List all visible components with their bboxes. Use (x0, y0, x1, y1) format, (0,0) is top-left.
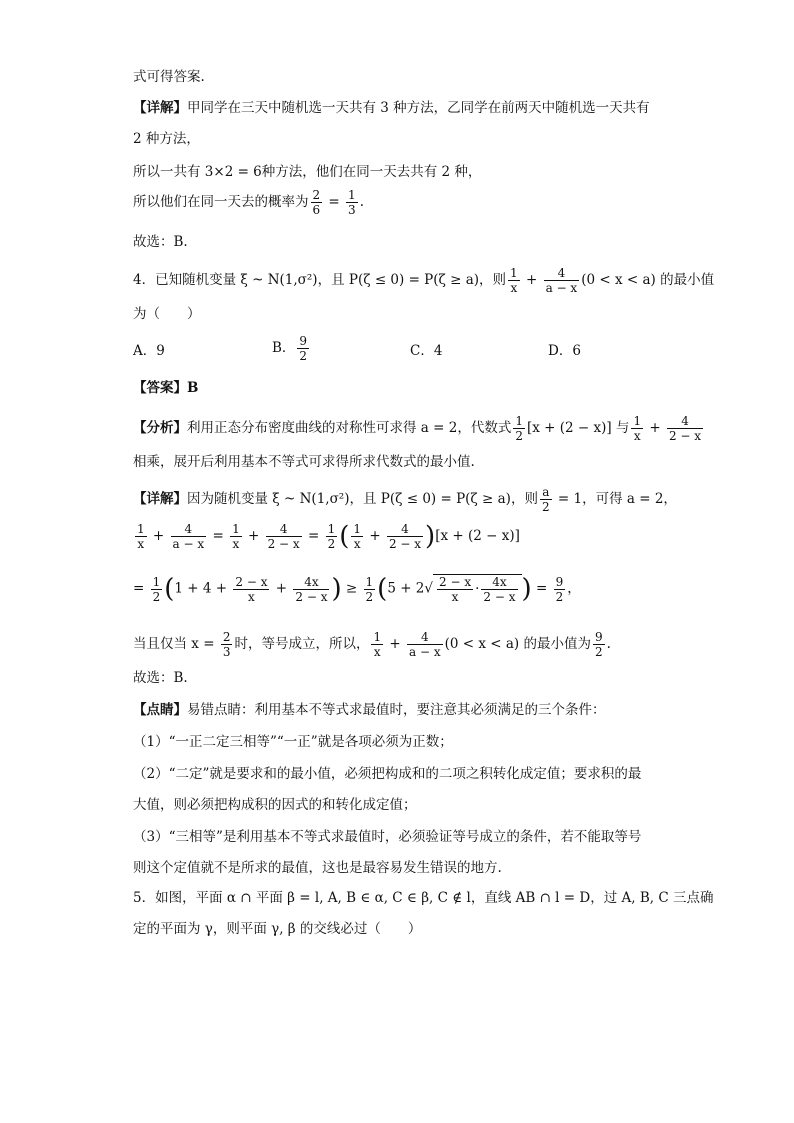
period: . (359, 194, 364, 210)
text-span: [x + (2 − x)] 与 (526, 420, 630, 436)
option-d: D．6 (548, 343, 581, 359)
text-span: 因为随机变量 ξ ~ N(1,σ²)，且 P(ζ ≤ 0) = P(ζ ≥ a)，则 (187, 491, 538, 507)
question-5-stem-a: 5．如图，平面 α ∩ 平面 β = l, A, B ∈ α, C ∈ β, C ∉ l，直线 AB ∩ l = D，过 A, B, C 三点确 (133, 890, 714, 906)
text-span: 易错点睛：利用基本不等式求最值时，要注意其必须满足的三个条件： (187, 702, 606, 718)
sqrt-radicand: $\frac{2 - x}{x}$ · $\frac{4x}{2 - x}$ (433, 574, 521, 604)
analysis-tag: 【分析】 (133, 420, 187, 436)
text-line: 为（ ） (133, 306, 201, 322)
equation-line-2: = $\frac{1}{2}$ (1 + 4 + $\frac{2 - x}{x}$ + $\frac{4x}{2 - x}$ ) ≥ $\frac{1}{2}$ (5 + 2√ $\frac{2 - x}{x}$ · $\frac{4x}{2 - x}$ ) = $\frac{9}{2}$ ， (133, 574, 581, 604)
detail-tag: 【详解】 (133, 100, 187, 116)
text-line: 故选：B. (133, 670, 188, 686)
plus-sign: + (645, 420, 665, 436)
fraction: $\frac{9}{2}$ (299, 334, 308, 363)
text-line: 相乘，展开后利用基本不等式可求得所求代数式的最小值. (133, 454, 475, 470)
sqrt-sign: √ (424, 580, 434, 597)
text-line: 2 种方法， (133, 131, 200, 147)
text-span: [x + (2 − x)] (435, 528, 520, 544)
text-span: (0 < x < a) 的最小值 (581, 272, 715, 288)
text-span: 甲同学在三天中随机选一天共有 3 种方法，乙同学在前两天中随机选一天共有 (187, 100, 650, 116)
fraction: $\frac{4}{2 - x}$ (668, 414, 702, 443)
answer-line: 【答案】B (133, 380, 199, 396)
fraction: $\frac{1}{2}$ (515, 414, 523, 443)
tip-item-2a: （2）“二定”就是要求和的最小值，必须把构成和的二项之积转化成定值；要求积的最 (133, 766, 642, 782)
detail-line (133, 485, 677, 514)
equals-sign: = (324, 194, 345, 210)
tip-item-2b: 大值，则必须把构成积的因式的和转化成定值； (133, 797, 417, 813)
tip-item-3b: 则这个定值就不是所求的最值，这也是最容易发生错误的地方. (133, 860, 502, 876)
question-4-stem (133, 266, 714, 295)
text-span: 所以他们在同一天去的概率为 (133, 194, 309, 210)
fraction: $\frac{1}{x}$ (510, 266, 518, 295)
tip-item-1: （1）“一正二定三相等”“一正”就是各项必须为正数； (133, 734, 453, 750)
plus-sign: + (521, 272, 542, 288)
text-line: 所以一共有 3×2 = 6种方法，他们在同一天去共有 2 种， (133, 164, 482, 180)
equality-condition-line: 当且仅当 x = $\frac{2}{3}$ 时，等号成立，所以， $\frac{1}{x}$ + $\frac{4}{a - x}$ (0 < x < a) 的最小值为 $\frac{9}{2}$ . (133, 630, 611, 659)
tip-tag: 【点睛】 (133, 702, 187, 718)
detail-paragraph (133, 99, 650, 117)
fraction: $\frac{1}{3}$ (348, 188, 356, 217)
text-span: 利用正态分布密度曲线的对称性可求得 a = 2，代数式 (187, 420, 512, 436)
text-line: 故选：B. (133, 234, 188, 250)
fraction: $\frac{1}{x}$ (633, 414, 642, 443)
question-5-stem-b: 定的平面为 γ，则平面 γ, β 的交线必过（ ） (133, 921, 422, 937)
equation-line-1: $\frac{1}{x}$ + $\frac{4}{a - x}$ = $\frac{1}{x}$ + $\frac{4}{2 - x}$ = $\frac{1}{2}$ ( $\frac{1}{x}$ + $\frac{4}{2 - x}$ )[x + (2 − x)] (137, 521, 520, 552)
fraction: $\frac{2}{6}$ (312, 188, 321, 217)
fraction: $\frac{4}{a - x}$ (545, 266, 578, 295)
text-span: 4．已知随机变量 ξ ~ N(1,σ²)，且 P(ζ ≤ 0) = P(ζ ≥ a)，则 (133, 272, 507, 288)
probability-line (133, 188, 364, 217)
option-b: B． $\frac{9}{2}$ (272, 334, 308, 363)
option-c: C．4 (410, 343, 443, 359)
tip-item-3a: （3）“三相等”是利用基本不等式求最值时，必须验证等号成立的条件，若不能取等号 (133, 829, 642, 845)
option-a: A．9 (133, 343, 165, 359)
analysis-line (133, 414, 705, 443)
text-span: = 1，可得 a = 2， (553, 491, 677, 507)
tip-line (133, 701, 606, 719)
fraction: $\frac{a}{2}$ (541, 485, 550, 514)
detail-tag: 【详解】 (133, 491, 187, 507)
text-line: 式可得答案. (133, 69, 205, 85)
